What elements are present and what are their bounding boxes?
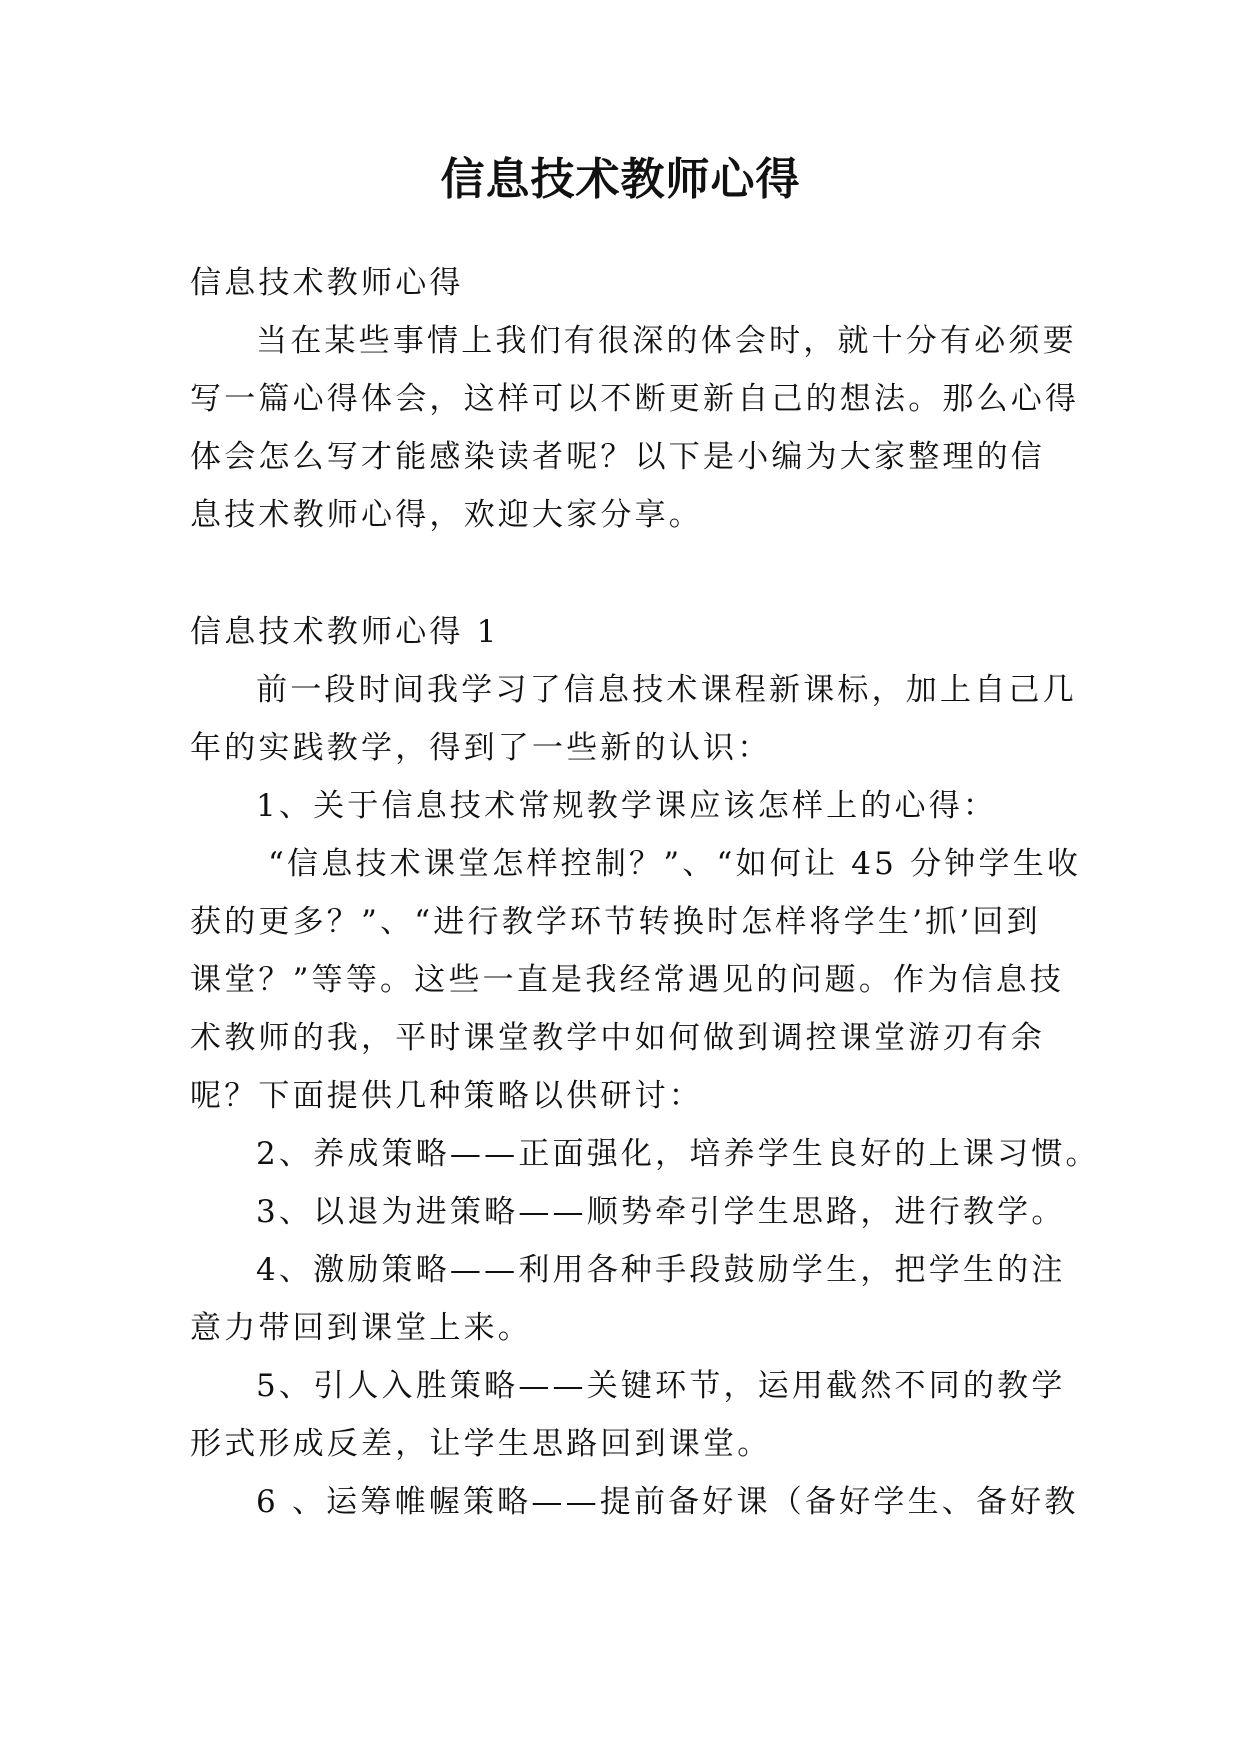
section-line-11: 4、激励策略——利用各种手段鼓励学生，把学生的注 [256, 1252, 1066, 1288]
section-line-10: 3、以退为进策略——顺势牵引学生思路，进行教学。 [256, 1194, 1066, 1230]
intro-line-4: 息技术教师心得，欢迎大家分享。 [190, 497, 703, 533]
section-heading: 信息技术教师心得 1 [190, 614, 500, 650]
section-line-15: 6 、运筹帷幄策略——提前备好课（备好学生、备好教 [256, 1484, 1079, 1520]
section-line-13: 5、引人入胜策略——关键环节，运用截然不同的教学 [256, 1368, 1066, 1404]
document-body [190, 254, 1100, 1531]
section-line-5: 获的更多？”、“进行教学环节转换时怎样将学生’抓’回到 [190, 904, 1041, 940]
subtitle: 信息技术教师心得 [190, 265, 464, 301]
section-line-12: 意力带回到课堂上来。 [190, 1310, 532, 1346]
section-line-3: 1、关于信息技术常规教学课应该怎样上的心得： [256, 788, 998, 824]
section-line-8: 呢？下面提供几种策略以供研讨： [190, 1078, 703, 1114]
section-line-14: 形式形成反差，让学生思路回到课堂。 [190, 1426, 772, 1462]
section-line-1: 前一段时间我学习了信息技术课程新课标，加上自己几 [256, 672, 1077, 708]
intro-line-1: 当在某些事情上我们有很深的体会时，就十分有必须要 [256, 323, 1077, 359]
section-line-9: 2、养成策略——正面强化，培养学生良好的上课习惯。 [256, 1136, 1100, 1172]
intro-line-2: 写一篇心得体会，这样可以不断更新自己的想法。那么心得 [190, 381, 1080, 417]
section-line-7: 术教师的我，平时课堂教学中如何做到调控课堂游刃有余 [190, 1020, 1045, 1056]
intro-line-3: 体会怎么写才能感染读者呢？以下是小编为大家整理的信 [190, 439, 1045, 475]
section-line-2: 年的实践教学，得到了一些新的认识： [190, 730, 772, 766]
document-title: 信息技术教师心得 [440, 154, 801, 205]
paragraph-gap [190, 544, 1050, 603]
section-line-6: 课堂？”等等。这些一直是我经常遇见的问题。作为信息技 [190, 962, 1065, 998]
section-line-4: “信息技术课堂怎样控制？”、“如何让 45 分钟学生收 [268, 846, 1082, 882]
